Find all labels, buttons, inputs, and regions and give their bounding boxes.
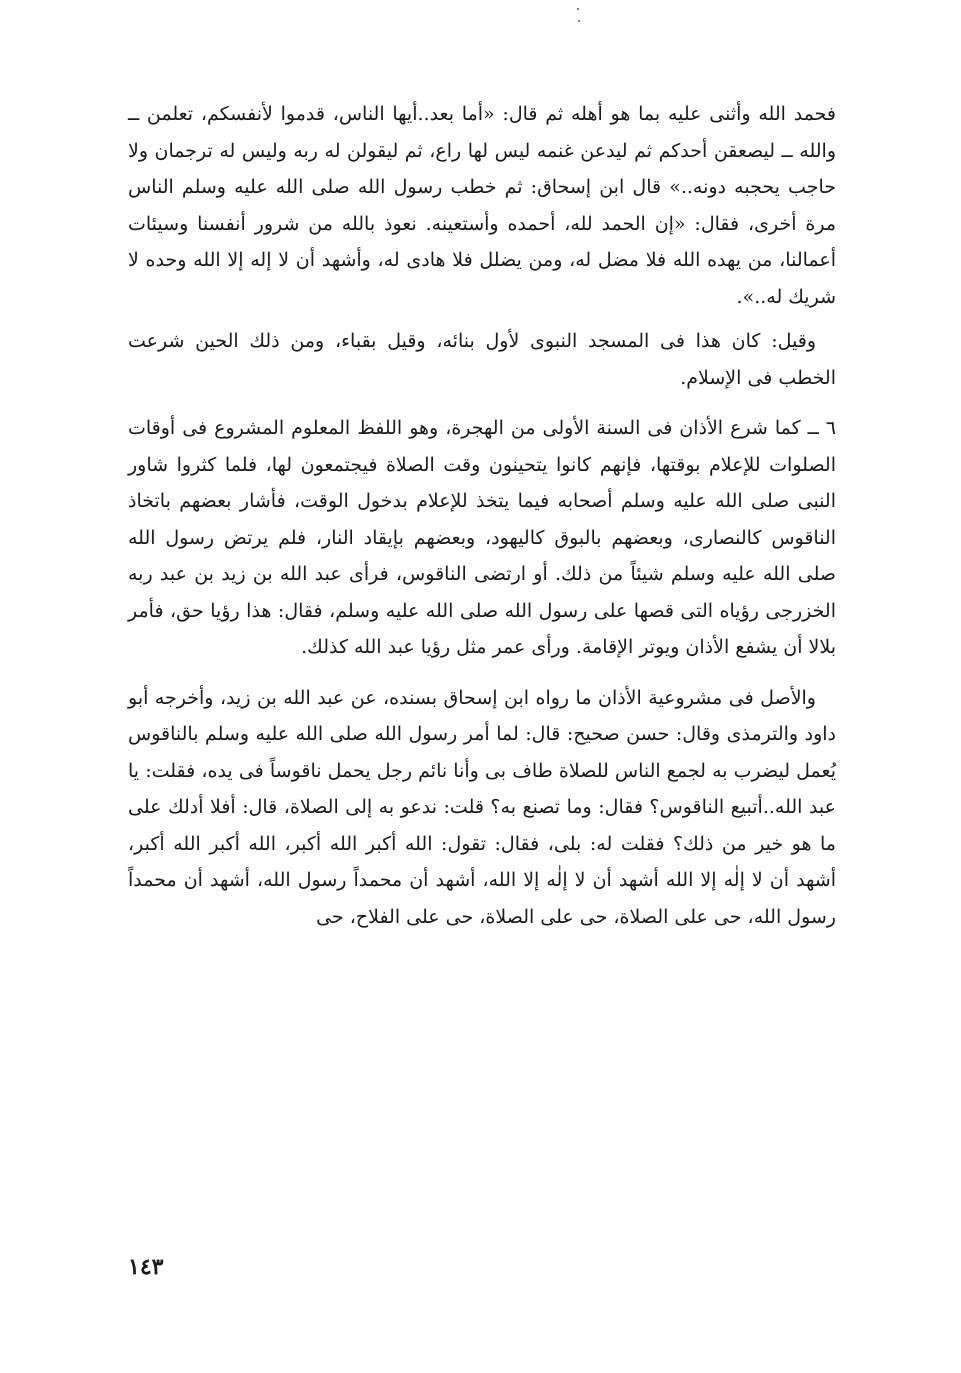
page-number: ١٤٣ [128,1254,164,1280]
paragraph-gap [128,315,836,323]
paragraph-sermon-note: وقيل: كان هذا فى المسجد النبوى لأول بنائه، وقيل بقباء، ومن ذلك الحين شرعت الخطب فى الإسلام. [128,330,836,389]
scan-speck [577,8,579,10]
paragraph-gap [128,396,836,410]
paragraph-adhan-hadith: والأصل فى مشروعية الأذان ما رواه ابن إسحاق بسنده، عن عبد الله بن زيد، وأخرجه أبو داود والترمذى وقال: حسن صحيح: قال: لما أمر رسول الله صلى الله عليه وسلم بالناقوس يُعمل ليضرب به لجمع الناس للصلاة طاف بى وأنا نائم رجل يحمل ناقوساً فى يده، فقلت: يا عبد الله..أتبيع الناقوس؟ فقال: وما تصنع به؟ قلت: ندعو به إلى الصلاة، قال: أفلا أدلك على ما هو خير من ذلك؟ فقلت له: بلى، فقال: تقول: الله أكبر الله أكبر، الله أكبر الله أكبر، أشهد أن لا إلٰه إلا الله أشهد أن لا إلٰه إلا الله، أشهد أن محمداً رسول الله، أشهد أن محمداً رسول الله، حى على الصلاة، حى على الصلاة، حى على الفلاح، حى [128,686,836,928]
scan-speck [578,20,580,22]
paragraph-adhan-origin: ٦ ــ كما شرع الأذان فى السنة الأولى من الهجرة، وهو اللفظ المعلوم المشروع فى أوقات الصلوات للإعلام بوقتها، فإنهم كانوا يتحينون وقت الصلاة فيجتمعون لها، فلما كثروا شاور النبى صلى الله عليه وسلم أصحابه فيما يتخذ للإعلام بدخول الوقت، فأشار بعضهم باتخاذ الناقوس كالنصارى، وبعضهم بالبوق كاليهود، وبعضهم بإيقاد النار، فلم يرتض رسول الله صلى الله عليه وسلم شيئاً من ذلك. أو ارتضى الناقوس، فرأى عبد الله بن زيد بن عبد ربه الخزرجى رؤياه التى قصها على رسول الله صلى الله عليه وسلم، فقال: هذا رؤيا حق، فأمر بلالا أن يشفع الأذان ويوتر الإقامة. ورأى عمر مثل رؤيا عبد الله كذلك. [128,417,836,658]
paragraph-gap [128,666,836,680]
paragraph-sermon: فحمد الله وأثنى عليه بما هو أهله ثم قال: «أما بعد..أيها الناس، قدموا لأنفسكم، تعلمن ــ والله ــ ليصعقن أحدكم ثم ليدعن غنمه ليس لها راع، ثم ليقولن له ربه وليس له ترجمان ولا حاجب يحجبه دونه..» قال ابن إسحاق: ثم خطب رسول الله صلى الله عليه وسلم الناس مرة أخرى، فقال: «إن الحمد لله، أحمده وأستعينه. نعوذ بالله من شرور أنفسنا وسيئات أعمالنا، من يهده الله فلا مضل له، ومن يضلل فلا هادى له، وأشهد أن لا إله إلا الله وحده لا شريك له..». [128,103,836,308]
text-column [128,96,836,935]
